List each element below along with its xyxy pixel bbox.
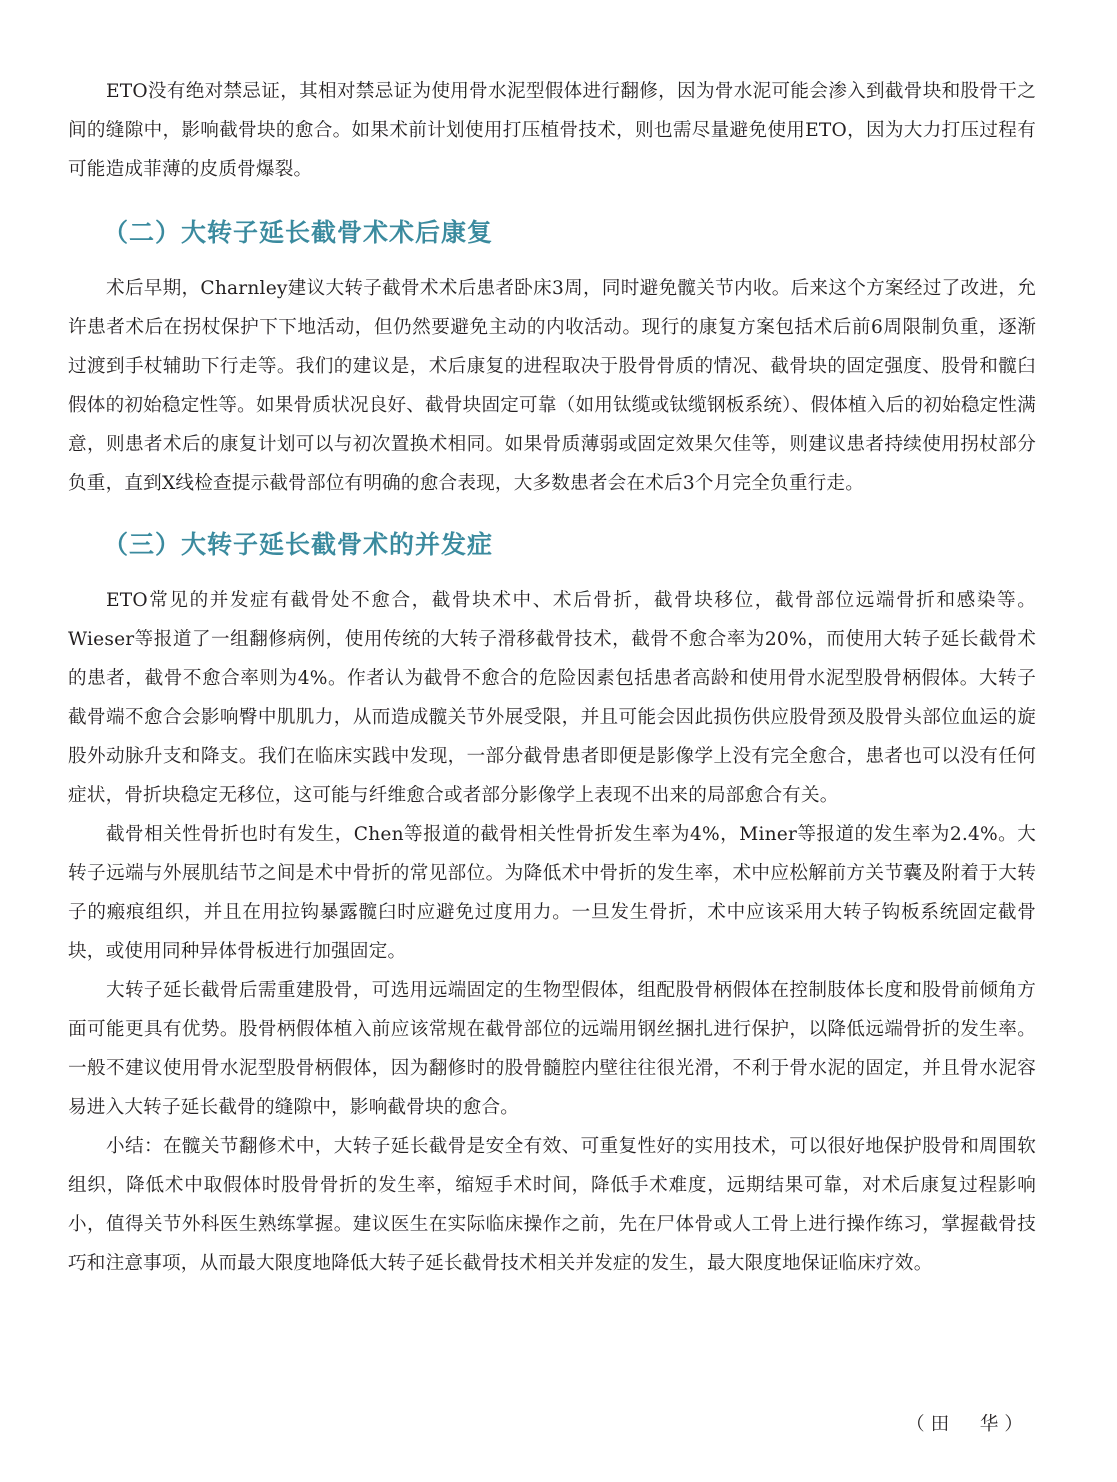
eto-contraindication-paragraph: ETO没有绝对禁忌证，其相对禁忌证为使用骨水泥型假体进行翻修，因为骨水泥可能会渗入到截骨块和股骨干之间的缝隙中，影响截骨块的愈合。如果术前计划使用打压植骨技术，则也需尽量避免使用ETO，因为大力打压过程有可能造成菲薄的皮质骨爆裂。 (68, 81, 1036, 180)
document-body (68, 72, 1036, 1283)
rehabilitation-paragraph: 术后早期，Charnley建议大转子截骨术术后患者卧床3周，同时避免髋关节内收。后来这个方案经过了改进，允许患者术后在拐杖保护下下地活动，但仍然要避免主动的内收活动。现行的康复方案包括术后前6周限制负重，逐渐过渡到手杖辅助下行走等。我们的建议是，术后康复的进程取决于股骨骨质的情况、截骨块的固定强度、股骨和髋臼假体的初始稳定性等。如果骨质状况良好、截骨块固定可靠（如用钛缆或钛缆钢板系统）、假体植入后的初始稳定性满意，则患者术后的康复计划可以与初次置换术相同。如果骨质薄弱或固定效果欠佳等，则建议患者持续使用拐杖部分负重，直到X线检查提示截骨部位有明确的愈合表现，大多数患者会在术后3个月完全负重行走。 (68, 278, 1036, 494)
complications-paragraph-3: 大转子延长截骨后需重建股骨，可选用远端固定的生物型假体，组配股骨柄假体在控制肢体长度和股骨前倾角方面可能更具有优势。股骨柄假体植入前应该常规在截骨部位的远端用钢丝捆扎进行保护，以降低远端骨折的发生率。一般不建议使用骨水泥型股骨柄假体，因为翻修时的股骨髓腔内壁往往很光滑，不利于骨水泥的固定，并且骨水泥容易进入大转子延长截骨的缝隙中，影响截骨块的愈合。 (68, 980, 1036, 1118)
author-signature: （田 华） (906, 1414, 1029, 1435)
complications-paragraph-2: 截骨相关性骨折也时有发生，Chen等报道的截骨相关性骨折发生率为4%，Miner等报道的发生率为2.4%。大转子远端与外展肌结节之间是术中骨折的常见部位。为降低术中骨折的发生率，术中应松解前方关节囊及附着于大转子的瘢痕组织，并且在用拉钩暴露髋臼时应避免过度用力。一旦发生骨折，术中应该采用大转子钩板系统固定截骨块，或使用同种异体骨板进行加强固定。 (68, 824, 1036, 962)
complications-paragraph-1: ETO常见的并发症有截骨处不愈合，截骨块术中、术后骨折，截骨块移位，截骨部位远端骨折和感染等。Wieser等报道了一组翻修病例，使用传统的大转子滑移截骨技术，截骨不愈合率为20%，而使用大转子延长截骨术的患者，截骨不愈合率则为4%。作者认为截骨不愈合的危险因素包括患者高龄和使用骨水泥型股骨柄假体。大转子截骨端不愈合会影响臀中肌肌力，从而造成髋关节外展受限，并且可能会因此损伤供应股骨颈及股骨头部位血运的旋股外动脉升支和降支。我们在临床实践中发现，一部分截骨患者即便是影像学上没有完全愈合，患者也可以没有任何症状，骨折块稳定无移位，这可能与纤维愈合或者部分影像学上表现不出来的局部愈合有关。 (68, 590, 1036, 806)
summary-paragraph: 小结：在髋关节翻修术中，大转子延长截骨是安全有效、可重复性好的实用技术，可以很好地保护股骨和周围软组织，降低术中取假体时股骨骨折的发生率，缩短手术时间，降低手术难度，远期结果可靠，对术后康复过程影响小，值得关节外科医生熟练掌握。建议医生在实际临床操作之前，先在尸体骨或人工骨上进行操作练习，掌握截骨技巧和注意事项，从而最大限度地降低大转子延长截骨技术相关并发症的发生，最大限度地保证临床疗效。 (68, 1136, 1036, 1274)
section-heading-rehabilitation: （二）大转子延长截骨术术后康复 (103, 218, 494, 247)
section-heading-complications: （三）大转子延长截骨术的并发症 (103, 530, 494, 559)
